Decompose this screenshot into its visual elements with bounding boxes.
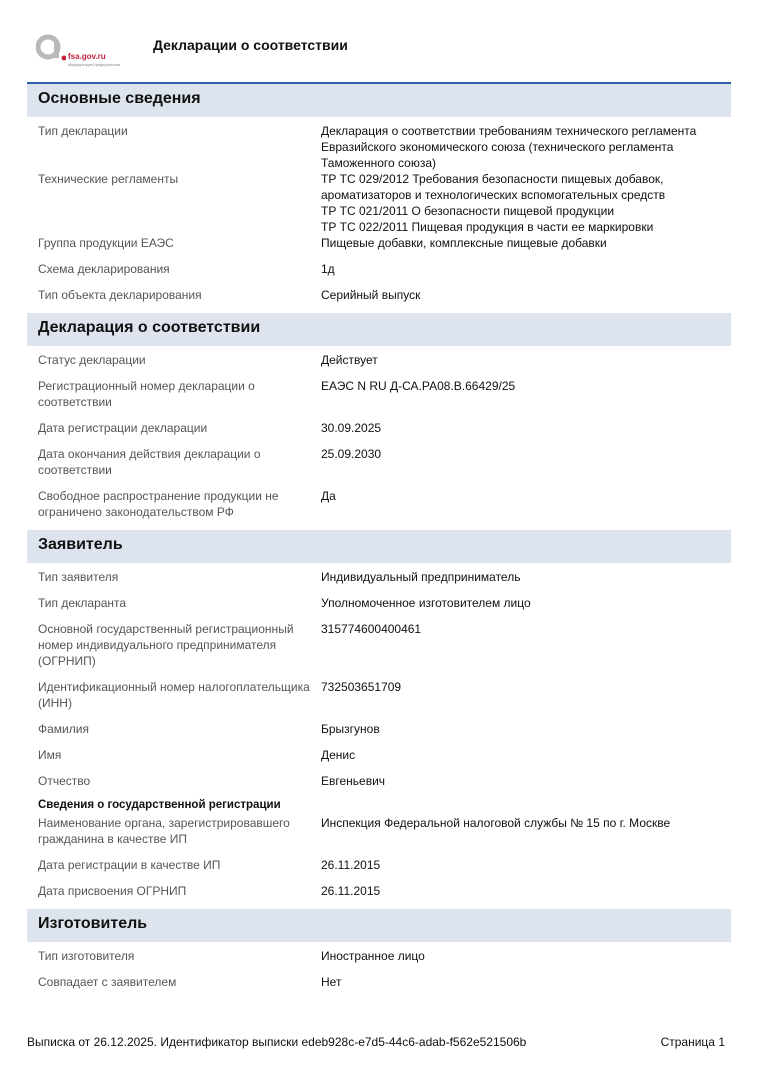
field-label: Группа продукции ЕАЭС: [38, 236, 174, 250]
field-label: Тип изготовителя: [38, 949, 135, 963]
field-row: [27, 287, 731, 303]
section-fields: [27, 942, 731, 990]
logo-site-text: fsa.gov.ru: [68, 52, 106, 61]
field-row: [27, 488, 731, 520]
field-value: Инспекция Федеральной налоговой службы № 15 по г. Москве: [321, 816, 671, 830]
field-value: Да: [321, 489, 336, 503]
field-row: [27, 974, 731, 990]
field-label: Совпадает с заявителем: [38, 975, 177, 989]
field-value: 26.11.2015: [321, 858, 381, 872]
page-footer: [27, 1035, 727, 1049]
field-row: [27, 815, 731, 847]
field-label: Регистрационный номер декларации о соответствии: [38, 379, 255, 409]
field-row: [27, 420, 731, 436]
field-label: Отчество: [38, 774, 91, 788]
field-label: Основной государственный регистрационный номер индивидуального предпринимателя (ОГРНИП): [38, 622, 294, 668]
field-value: Иностранное лицо: [321, 949, 425, 963]
field-label: Технические регламенты: [38, 172, 179, 186]
section-title: Изготовитель: [27, 909, 731, 942]
field-value: Евгеньевич: [321, 774, 386, 788]
field-label: Тип декларанта: [38, 596, 127, 610]
field-row: [27, 123, 731, 171]
section-fields: [27, 563, 731, 899]
field-value: Декларация о соответствии требованиям технического регламента Евразийского экономического союза (технического регламента Таможенного союза): [321, 124, 697, 170]
field-label: Имя: [38, 748, 62, 762]
section-title: Заявитель: [27, 530, 731, 563]
field-label: Наименование органа, зарегистрировавшего гражданина в качестве ИП: [38, 816, 290, 846]
field-row: [27, 948, 731, 964]
field-value: 315774600400461: [321, 622, 422, 636]
field-label: Идентификационный номер налогоплательщика (ИНН): [38, 680, 310, 710]
field-value: Брызгунов: [321, 722, 380, 736]
field-value: 26.11.2015: [321, 884, 381, 898]
field-label: Схема декларирования: [38, 262, 170, 276]
field-row: [27, 378, 731, 410]
field-row: [27, 679, 731, 711]
fsa-logo-icon: [36, 34, 66, 64]
field-label: Статус декларации: [38, 353, 146, 367]
field-label: Тип декларации: [38, 124, 128, 138]
page-header: [0, 0, 763, 84]
field-value: Индивидуальный предприниматель: [321, 570, 521, 584]
field-row: [27, 621, 731, 669]
field-row: [27, 446, 731, 478]
field-label: Дата присвоения ОГРНИП: [38, 884, 187, 898]
field-value: Пищевые добавки, комплексные пищевые добавки: [321, 236, 607, 250]
field-value: Денис: [321, 748, 356, 762]
field-label: Дата окончания действия декларации о соответствии: [38, 447, 261, 477]
field-value: Серийный выпуск: [321, 288, 421, 302]
subsection-title: Сведения о государственной регистрации: [38, 799, 281, 811]
field-value: Уполномоченное изготовителем лицо: [321, 596, 531, 610]
section-title: Основные сведения: [27, 84, 731, 117]
field-row: [27, 569, 731, 585]
fsa-logo: [36, 34, 136, 68]
field-value: 1д: [321, 262, 335, 276]
field-value: Нет: [321, 975, 342, 989]
field-row: [27, 235, 731, 251]
section-fields: [27, 346, 731, 520]
section-fields: [27, 117, 731, 303]
logo-subtitle: аккредитация федеральная: [68, 62, 120, 67]
field-label: Тип объекта декларирования: [38, 288, 202, 302]
field-row: [27, 747, 731, 763]
field-row: [27, 721, 731, 737]
field-value: Действует: [321, 353, 378, 367]
field-row: [27, 595, 731, 611]
document-title: Декларации о соответствии: [153, 37, 348, 53]
extract-info: Выписка от 26.12.2025. Идентификатор выписки edeb928c-e7d5-44c6-adab-f562e521506b: [27, 1035, 527, 1049]
field-value: 25.09.2030: [321, 447, 382, 461]
page-number: Страница 1: [660, 1035, 725, 1049]
field-row: [27, 352, 731, 368]
field-value: ЕАЭС N RU Д-СА.РА08.В.66429/25: [321, 379, 516, 393]
field-label: Фамилия: [38, 722, 89, 736]
field-row: [27, 857, 731, 873]
field-row: [27, 171, 731, 235]
field-label: Дата регистрации декларации: [38, 421, 208, 435]
field-label: Дата регистрации в качестве ИП: [38, 858, 221, 872]
declaration-content: [27, 84, 731, 1000]
field-label: Тип заявителя: [38, 570, 119, 584]
field-value: 30.09.2025: [321, 421, 382, 435]
field-value: ТР ТС 029/2012 Требования безопасности пищевых добавок, ароматизаторов и технологических вспомогательных средств ТР ТС 021/2011 О безопасности пищевой продукции ТР ТС 022/2011 Пищевая продукция в части ее маркировки: [321, 172, 666, 234]
field-value: 732503651709: [321, 680, 402, 694]
section-title: Декларация о соответствии: [27, 313, 731, 346]
field-row: [27, 773, 731, 789]
field-row: [27, 261, 731, 277]
field-row: [27, 883, 731, 899]
field-label: Свободное распространение продукции не ограничено законодательством РФ: [38, 489, 279, 519]
